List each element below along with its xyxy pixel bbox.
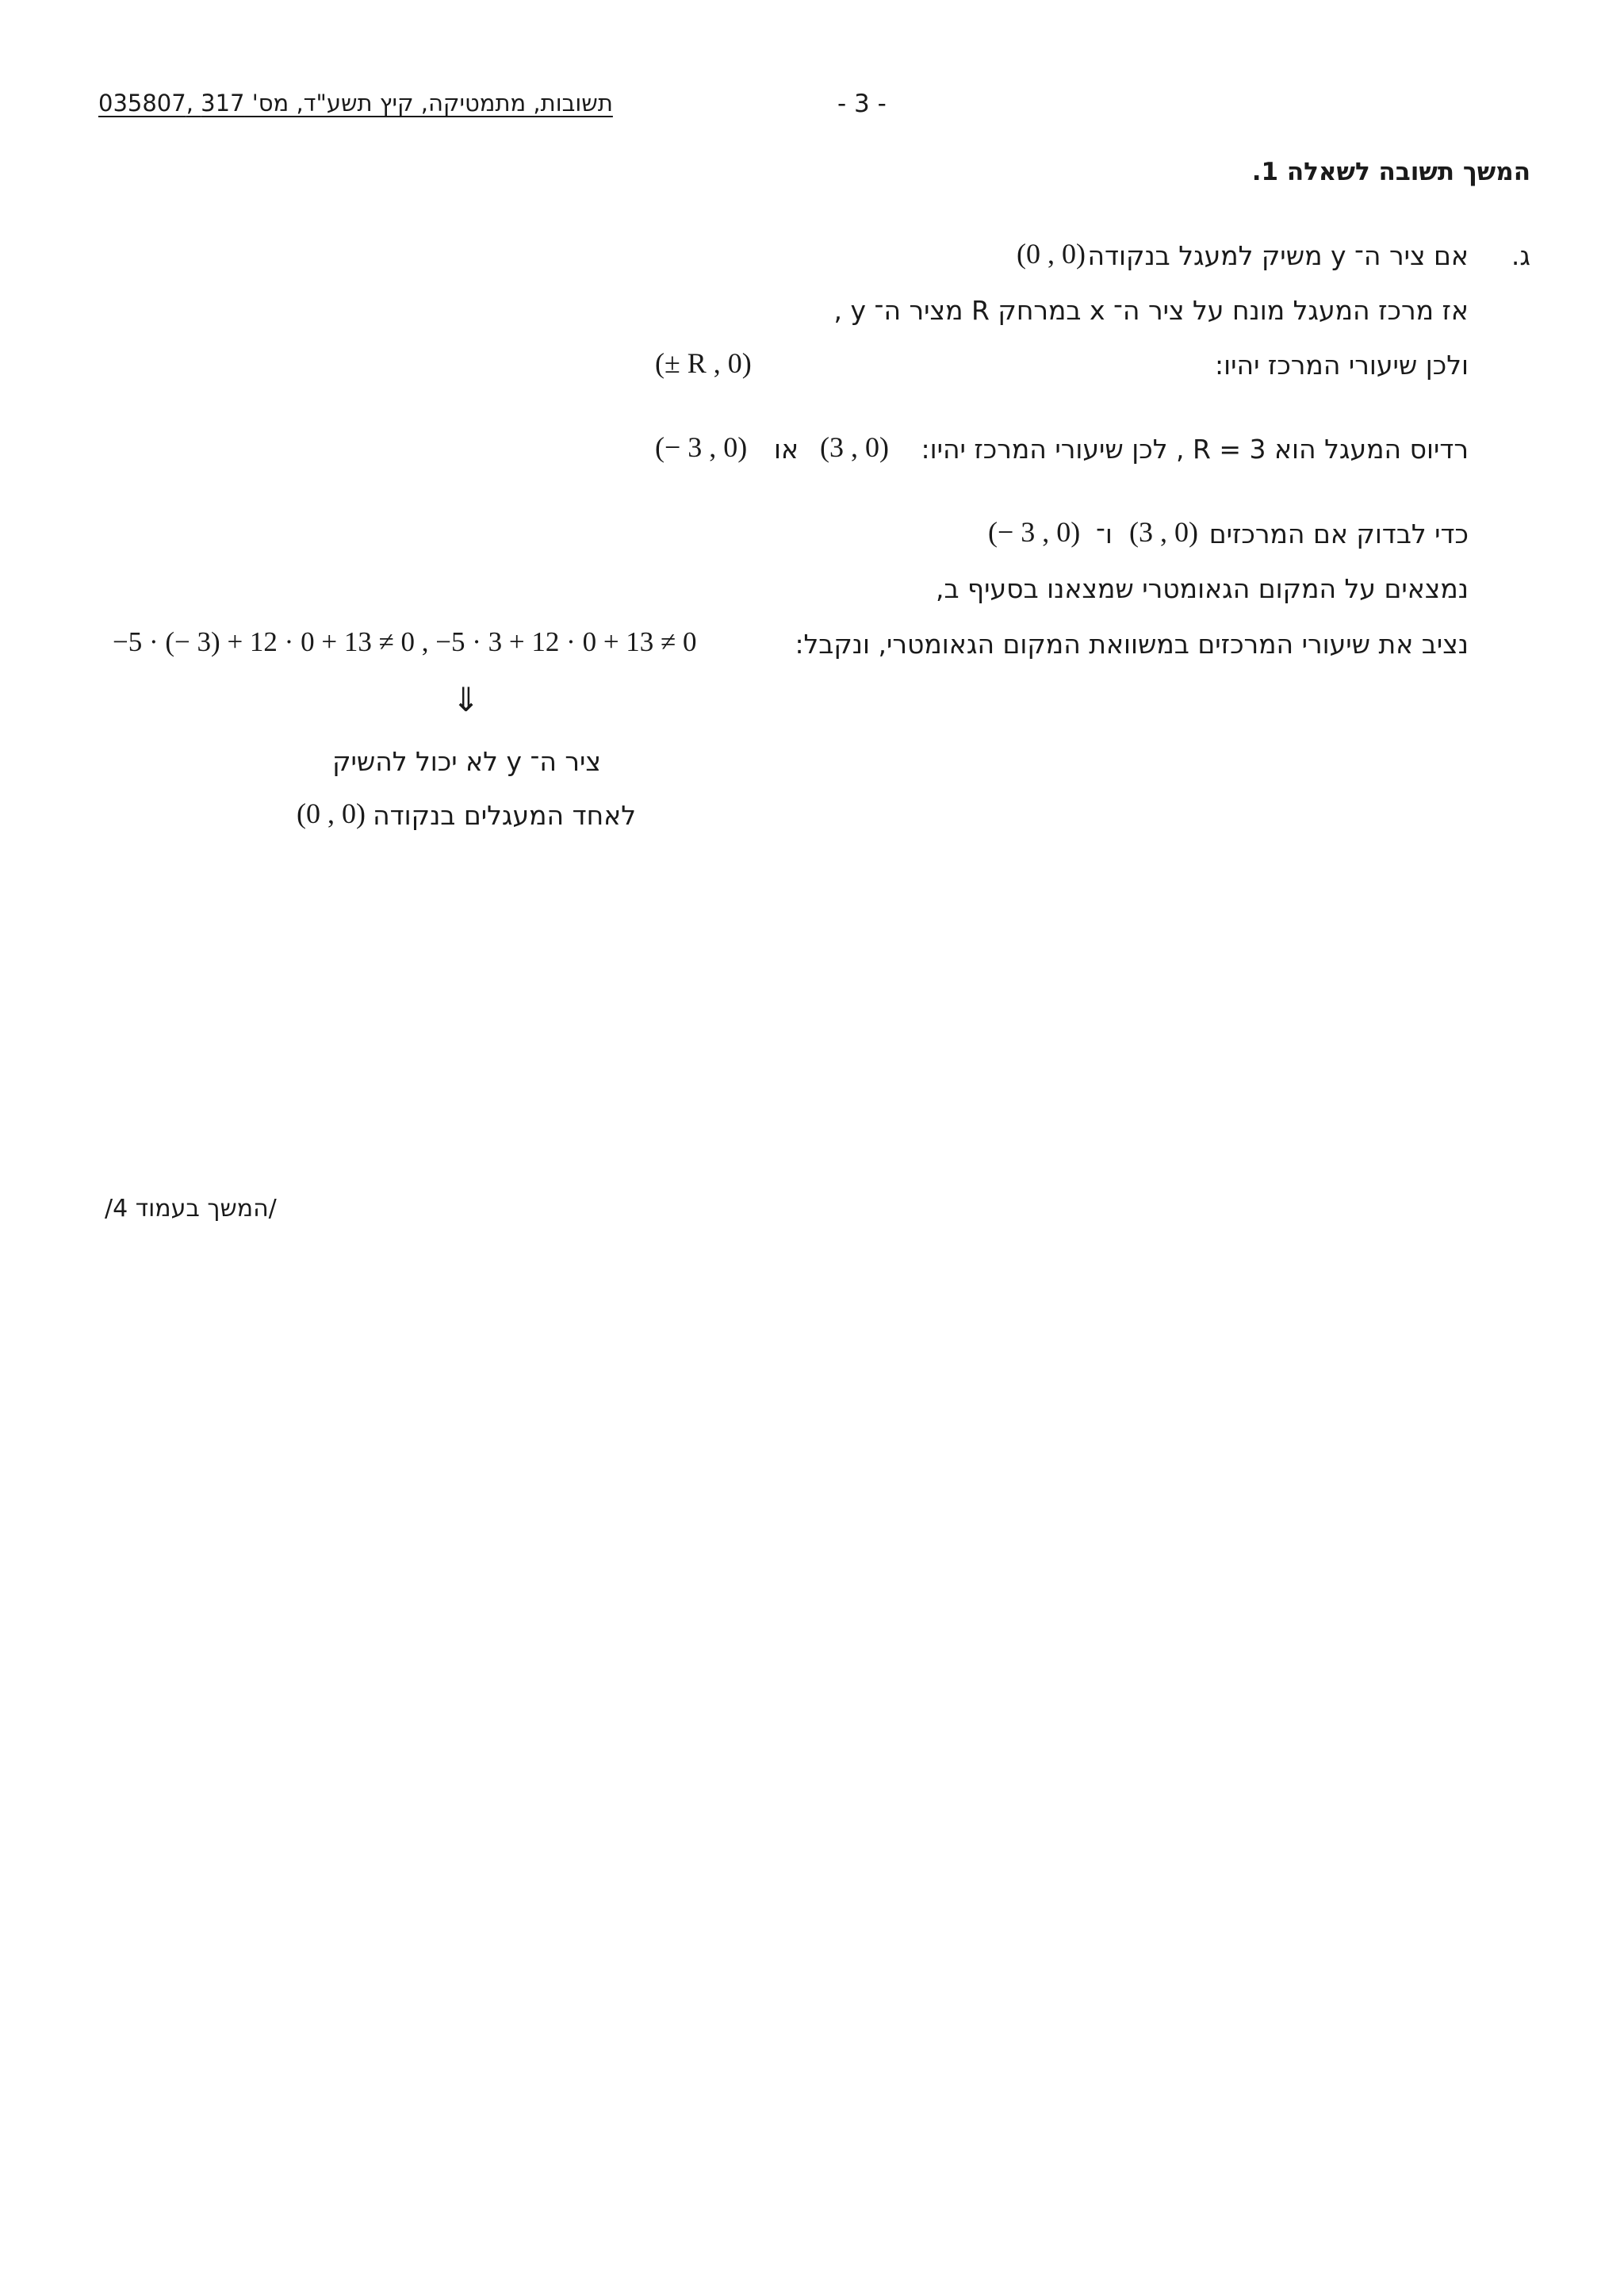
implies-down-icon: ⇓ <box>452 680 481 719</box>
line-5-text: כדי לבדוק אם המרכזים <box>1208 519 1469 549</box>
line-6-text: נמצאים על המקום הגאומטרי שמצאנו בסעיף ב, <box>935 573 1469 604</box>
line-5-conj: ו־ <box>1096 519 1113 549</box>
line-7-text: נציב את שיעורי המרכזים במשוואת המקום הגאומטרי, ונקבל: <box>795 629 1469 660</box>
continuation-note: /המשך בעמוד 4/ <box>105 1195 277 1223</box>
header-title: תשובות, מתמטיקה, קיץ תשע"ד, מס' 317 ,035807 <box>98 90 613 117</box>
section-title: המשך תשובה לשאלה 1. <box>1251 158 1530 186</box>
line-5-center-a: (3 , 0) <box>1129 516 1198 548</box>
line-4-center-b: (− 3 , 0) <box>655 431 748 463</box>
page-number: - 3 - <box>837 90 887 118</box>
line-4-or: או <box>774 434 799 465</box>
line-5-center-b: (− 3 , 0) <box>988 516 1081 548</box>
part-label: ג. <box>1511 240 1530 271</box>
conclusion-line-2: לאחד המעגלים בנקודה <box>373 800 636 831</box>
line-4-center-a: (3 , 0) <box>820 431 889 463</box>
line-7-substitution: −5 · (− 3) + 12 · 0 + 13 ≠ 0 , −5 · 3 + 12 · 0 + 13 ≠ 0 <box>113 626 697 657</box>
conclusion-point: (0 , 0) <box>297 798 366 829</box>
conclusion-line-1: ציר ה־ y לא יכול להשיק <box>332 746 601 777</box>
line-4-text: רדיוס המעגל הוא R = 3 , לכן שיעורי המרכז יהיו: <box>921 434 1469 465</box>
line-3-text: ולכן שיעורי המרכז יהיו: <box>1215 350 1469 381</box>
line-3-center: (± R , 0) <box>655 347 752 379</box>
line-2-text: אז מרכז המעגל מונח על ציר ה־ x במרחק R מציר ה־ y , <box>833 295 1469 326</box>
line-1-point: (0 , 0) <box>1017 238 1086 270</box>
line-1-text: אם ציר ה־ y משיק למעגל בנקודה <box>1087 240 1469 271</box>
